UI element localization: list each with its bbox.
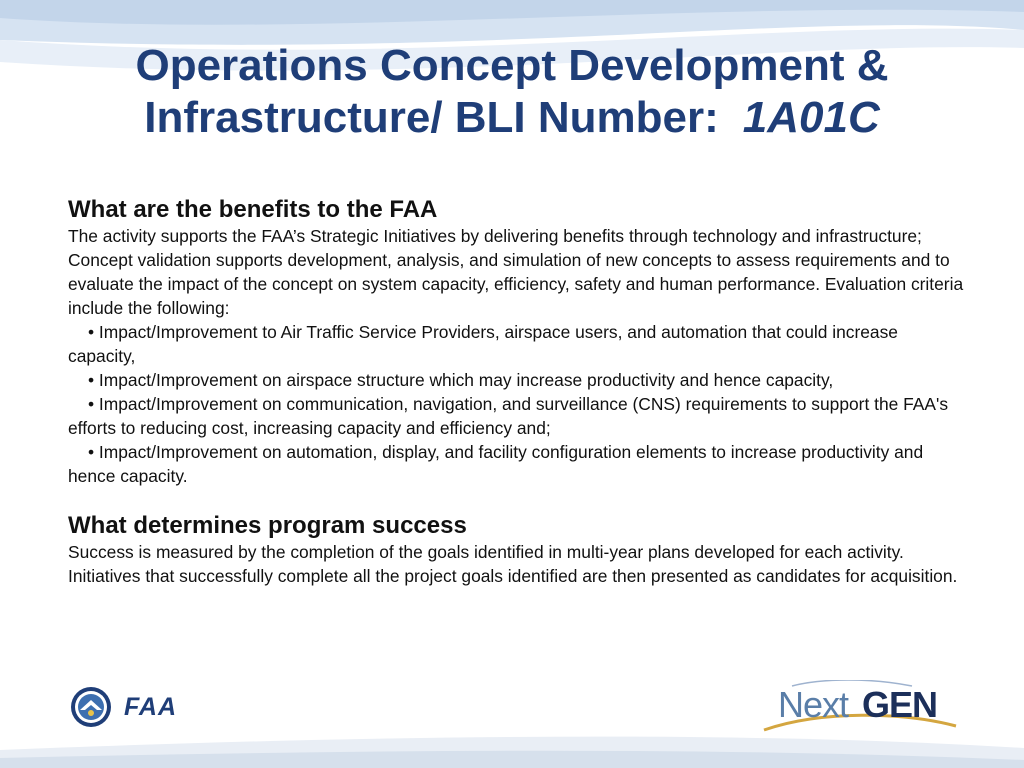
section-spacer bbox=[68, 488, 968, 512]
success-heading: What determines program success bbox=[68, 512, 467, 539]
title-line-1: Operations Concept Development & bbox=[135, 41, 889, 90]
benefit-bullet bbox=[68, 368, 968, 392]
benefit-bullet bbox=[68, 320, 968, 368]
benefit-bullet bbox=[68, 440, 968, 488]
benefit-bullet-text: • Impact/Improvement on communication, navigation, and surveillance (CNS) requirements to support the FAA's efforts to reducing cost, increasing capacity and efficiency and; bbox=[68, 394, 949, 438]
slide-content bbox=[68, 196, 968, 588]
benefit-bullet-text: • Impact/Improvement on airspace structure which may increase productivity and hence capacity, bbox=[88, 370, 834, 390]
nextgen-next-text: Next bbox=[778, 684, 849, 725]
benefit-bullet-text: • Impact/Improvement to Air Traffic Service Providers, airspace users, and automation that could increase capacity, bbox=[68, 322, 898, 366]
benefit-bullet bbox=[68, 392, 968, 440]
faa-label: FAA bbox=[124, 692, 177, 721]
bottom-swoosh-decoration bbox=[0, 698, 1024, 768]
bli-number: 1A01C bbox=[742, 93, 880, 142]
benefits-heading: What are the benefits to the FAA bbox=[68, 196, 438, 223]
benefit-bullet-text: • Impact/Improvement on automation, display, and facility configuration elements to increase productivity and hence capacity. bbox=[68, 442, 924, 486]
title-line-2 bbox=[0, 92, 1024, 144]
slide-title bbox=[0, 40, 1024, 144]
benefits-intro: The activity supports the FAA’s Strategic Initiatives by delivering benefits through technology and infrastructure; Concept validation supports development, analysis, and simulation of new concepts to assess requirements and to evaluate the impact of the concept on system capacity, efficiency, safety and human performance. Evaluation criteria include the following: bbox=[68, 226, 964, 318]
nextgen-gen-text: GEN bbox=[862, 684, 938, 725]
success-text: Success is measured by the completion of the goals identified in multi-year plans developed for each activity. Initiatives that successfully complete all the project goals identified are then presented as candidates for acquisition. bbox=[68, 542, 958, 586]
title-line-2-text: Infrastructure/ BLI Number: bbox=[144, 93, 719, 142]
